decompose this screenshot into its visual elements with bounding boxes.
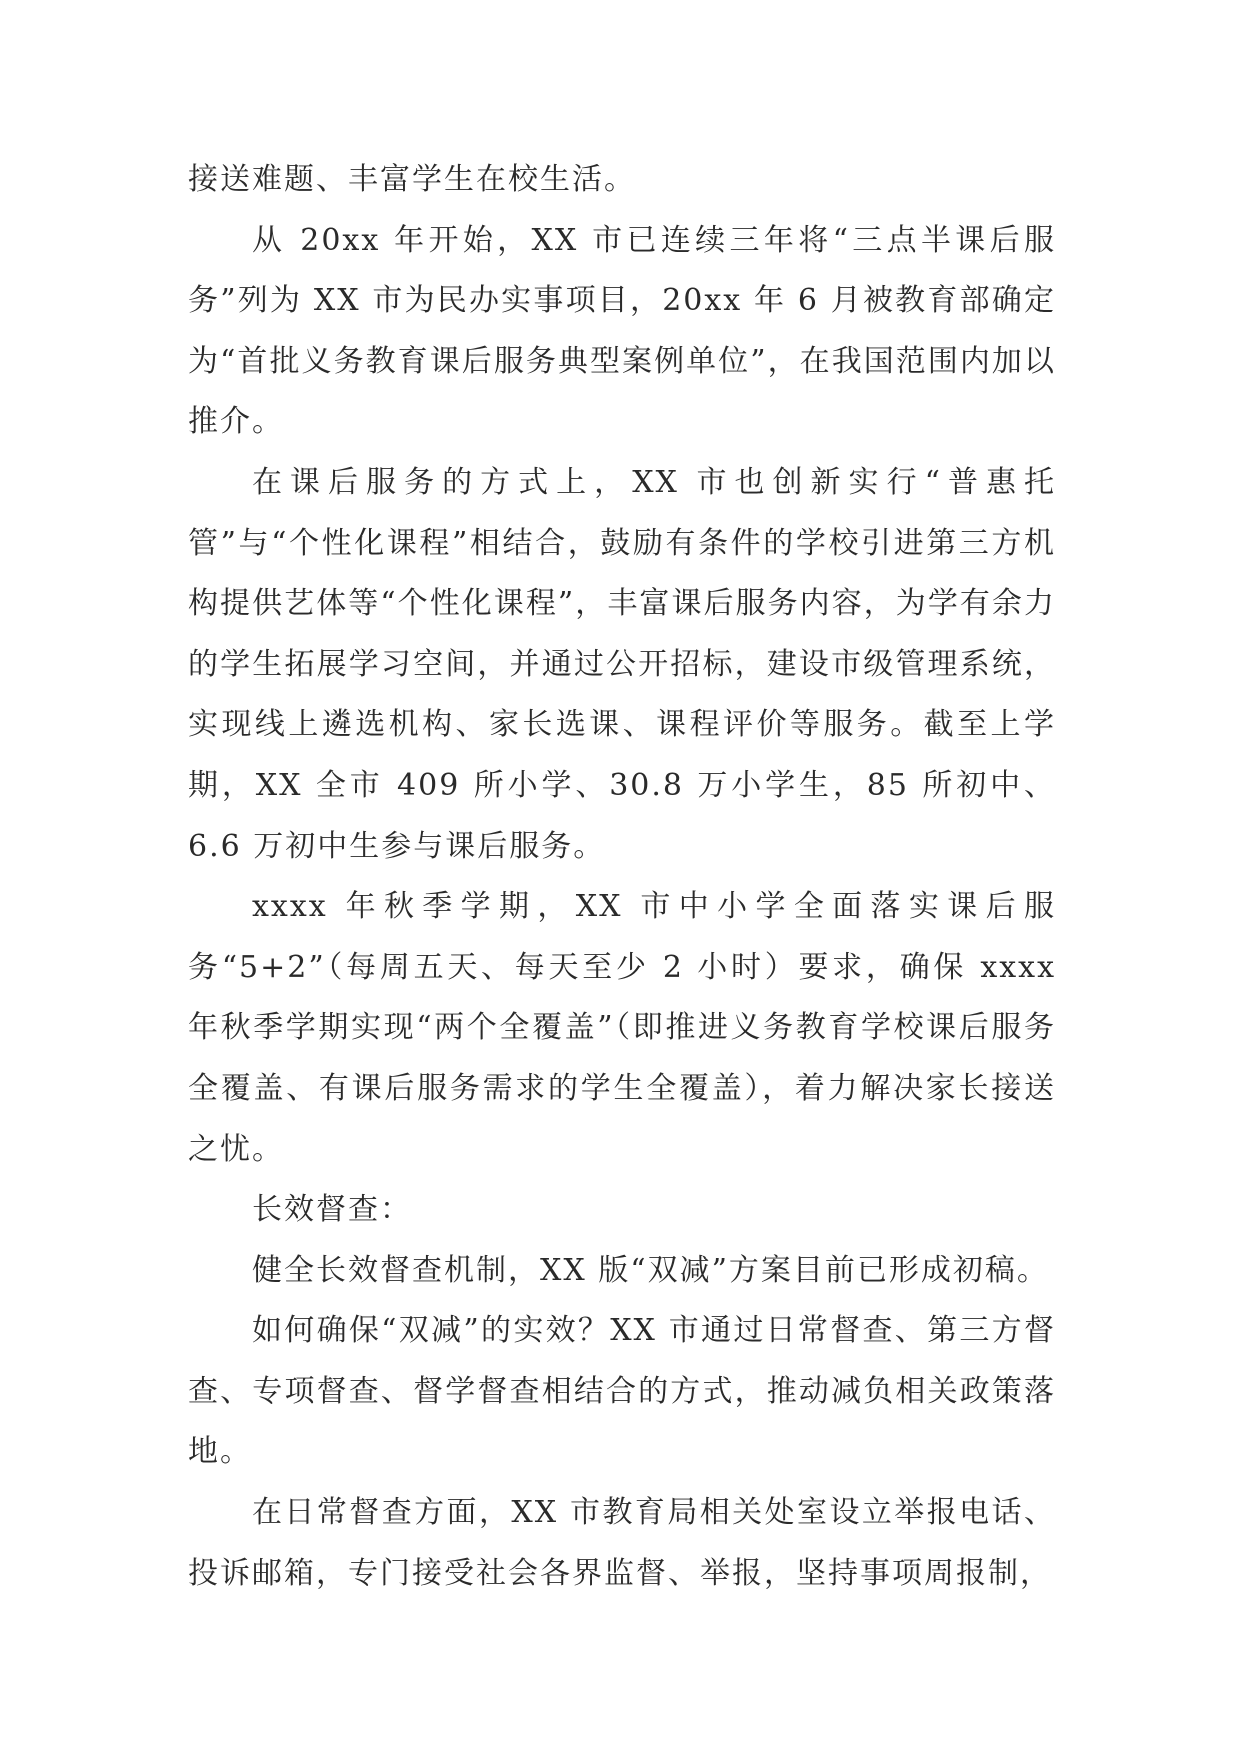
paragraph-1: 接送难题、丰富学生在校生活。 [188,162,636,197]
paragraph-4: xxxx 年秋季学期，XX 市中小学全面落实课后服务“5+2”（每周五天、每天至少 2 小时）要求，确保 xxxx 年秋季学期实现“两个全覆盖”（即推进义务教育学校课后服务全覆盖、有课后服务需求的学生全覆盖），着力解决家长接送之忧。 [188,889,1056,1167]
paragraph-2: 从 20xx 年开始，XX 市已连续三年将“三点半课后服务”列为 XX 市为民办实事项目，20xx 年 6 月被教育部确定为“首批义务教育课后服务典型案例单位”，在我国范围内加以推介。 [188,222,1056,440]
paragraph-7: 在日常督查方面，XX 市教育局相关处室设立举报电话、投诉邮箱，专门接受社会各界监督、举报，坚持事项周报制， [188,1495,1056,1591]
paragraph-5: 健全长效督查机制，XX 版“双减”方案目前已形成初稿。 [252,1252,1049,1288]
section-heading: 长效督查： [252,1192,412,1228]
paragraph-6: 如何确保“双减”的实效？XX 市通过日常督查、第三方督查、专项督查、督学督查相结合的方式，推动减负相关政策落地。 [188,1313,1056,1470]
document-body [188,150,1056,1604]
paragraph-3: 在课后服务的方式上，XX 市也创新实行“普惠托管”与“个性化课程”相结合，鼓励有条件的学校引进第三方机构提供艺体等“个性化课程”，丰富课后服务内容，为学有余力的学生拓展学习空间，并通过公开招标，建设市级管理系统，实现线上遴选机构、家长选课、课程评价等服务。截至上学期，XX 全市 409 所小学、30.8 万小学生，85 所初中、6.6 万初中生参与课后服务。 [188,464,1056,864]
